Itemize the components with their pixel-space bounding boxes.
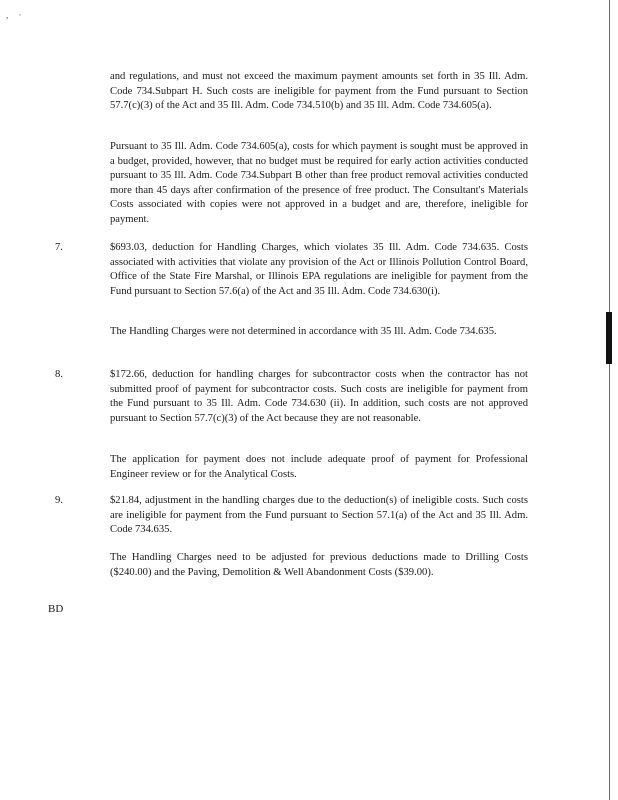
paragraph-handling-adjustment: The Handling Charges need to be adjusted for previous deductions made to Drilling Costs ($240.00) and the Paving, Demolition & Well Abandonment Costs ($39.00).: [110, 552, 528, 578]
paragraph-item-7: $693.03, deduction for Handling Charges, which violates 35 Ill. Adm. Code 734.635. Costs associated with activities that violate any provision of the Act or Illinois Pollution Control Board, Office of the State Fire Marshal, or Illinois EPA regulations are ineligible for payment from the Fund pursuant to Section 57.6(a) of the Act and 35 Ill. Adm. Code 734.630(i).: [110, 242, 528, 297]
paragraph-item-8: $172.66, deduction for handling charges for subcontractor costs when the contractor has not submitted proof of payment for subcontractor costs. Such costs are ineligible for payment from the Fund pursuant to 35 Ill. Adm. Code 734.630 (ii). In addition, such costs are not approved pursuant to Section 57.7(c)(3) of the Act because they are not reasonable.: [110, 369, 528, 424]
paragraph-handling-charges-not-determined: The Handling Charges were not determined in accordance with 35 Ill. Adm. Code 734.635.: [110, 326, 497, 337]
paragraph-regulations-continuation: and regulations, and must not exceed the maximum payment amounts set forth in 35 Ill. Adm. Code 734.Subpart H. Such costs are ineligible for payment from the Fund pursuant to Section 57.7(c)(3) of the Act and 35 Ill. Adm. Code 734.510(b) and 35 Ill. Adm. Code 734.605(a).: [110, 71, 528, 112]
paragraph-item-9: $21.84, adjustment in the handling charges due to the deduction(s) of ineligible costs. Such costs are ineligible for payment from the Fund pursuant to Section 57.1(a) of the Act and 35 Ill. Adm. Code 734.635.: [110, 495, 528, 536]
scan-edge-bar: [606, 312, 612, 364]
paragraph-budget-approval: Pursuant to 35 Ill. Adm. Code 734.605(a), costs for which payment is sought must be approved in a budget, provided, however, that no budget must be required for early action activities conducted pursuant to 35 Ill. Adm. Code 734.Subpart B other than free product removal activities conducted more than 45 days after confirmation of the presence of free product. The Consultant's Materials Costs associated with copies were not approved in a budget and are, therefore, ineligible for payment.: [110, 141, 528, 225]
item-number-9: 9.: [55, 495, 63, 506]
scan-specks: , ·: [6, 10, 26, 20]
scan-edge-line: [609, 0, 610, 800]
item-number-7: 7.: [55, 242, 63, 253]
author-initials: BD: [48, 603, 64, 615]
item-number-8: 8.: [55, 369, 63, 380]
paragraph-proof-of-payment: The application for payment does not include adequate proof of payment for Professional Engineer review or for the Analytical Costs.: [110, 454, 528, 480]
